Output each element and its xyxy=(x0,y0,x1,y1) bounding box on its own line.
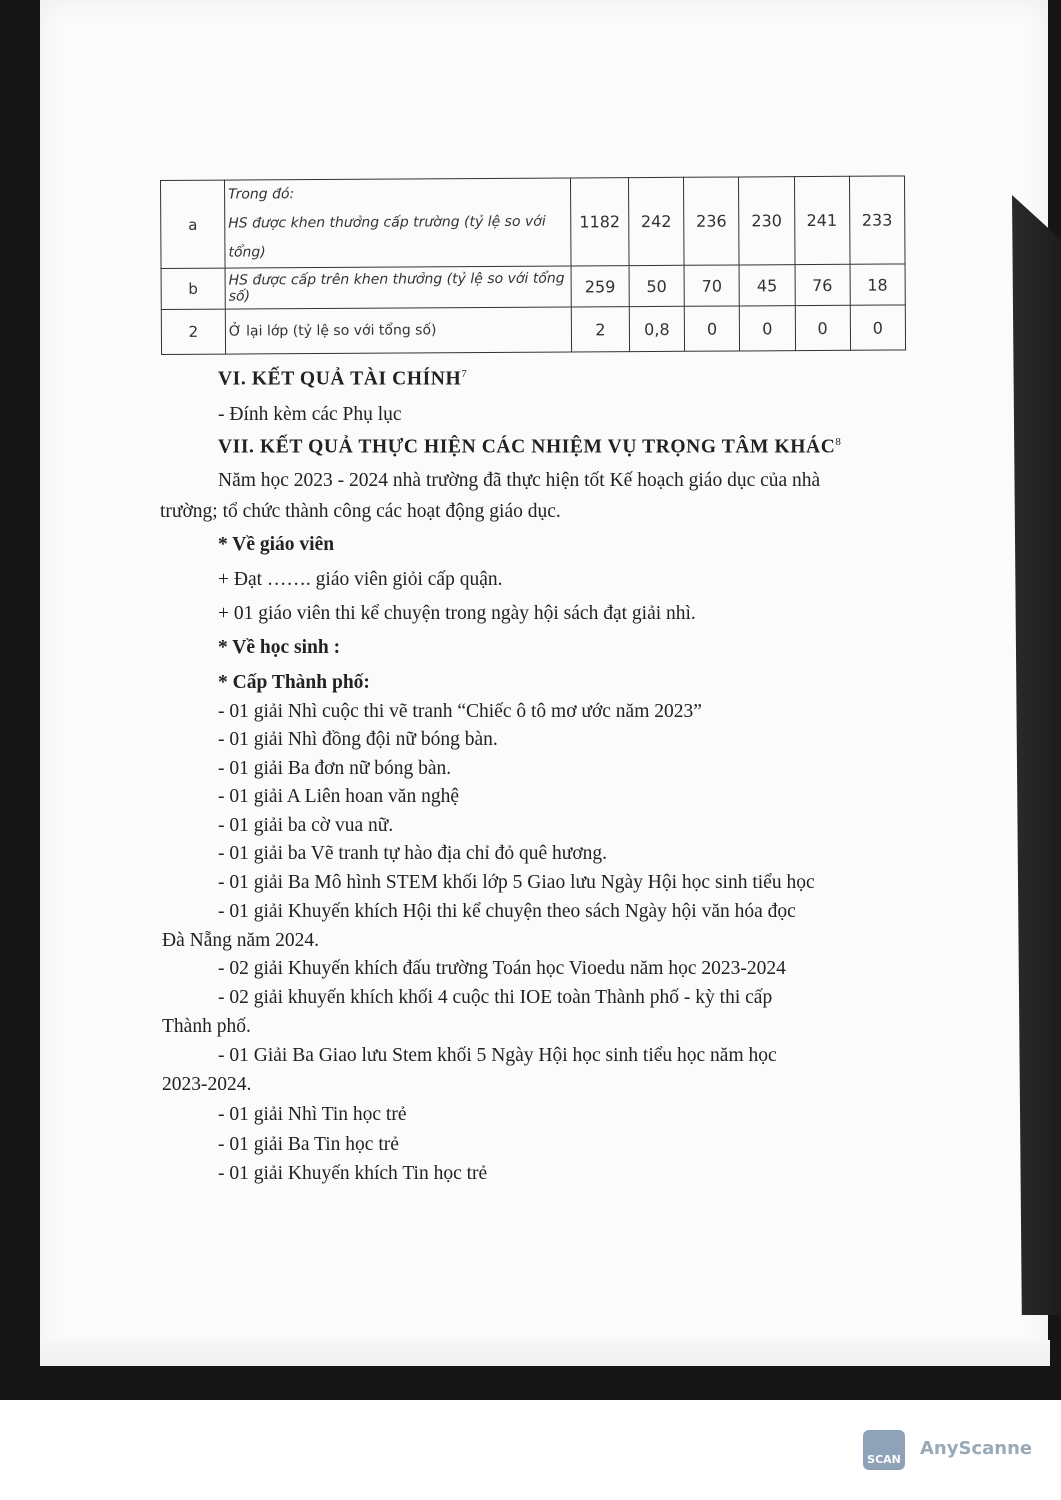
row-description xyxy=(224,178,571,268)
table-cell: 50 xyxy=(629,265,684,306)
table-cell: 0 xyxy=(684,306,739,351)
section-6-title: VI. KẾT QUẢ TÀI CHÍNH xyxy=(218,368,462,390)
intro-line: trường; tổ chức thành công các hoạt động giáo dục. xyxy=(160,501,561,522)
table-cell: 2 xyxy=(571,307,629,352)
award-item: - 01 giải Nhì cuộc thi vẽ tranh “Chiếc ô tô mơ ước năm 2023” xyxy=(218,701,702,722)
section-6-heading xyxy=(218,368,467,391)
section-7-title: VII. KẾT QUẢ THỰC HIỆN CÁC NHIỆM VỤ TRỌNG TÂM KHÁC xyxy=(218,436,836,458)
table-cell: 18 xyxy=(850,264,906,305)
award-item: - 01 giải Ba Mô hình STEM khối lớp 5 Giao lưu Ngày Hội học sinh tiểu học xyxy=(218,872,815,893)
section-7-heading xyxy=(218,436,842,459)
table-cell: 242 xyxy=(628,177,684,265)
award-item: - 01 giải Nhì Tin học trẻ xyxy=(218,1104,407,1125)
award-item: - 01 giải Ba Tin học trẻ xyxy=(218,1134,399,1155)
row-description: HS được cấp trên khen thưởng (tỷ lệ so với tổng số) xyxy=(225,266,571,309)
table-row xyxy=(161,264,905,310)
row-description: Ở lại lớp (tỷ lệ so với tổng số) xyxy=(225,307,571,354)
table-cell: 76 xyxy=(795,264,850,305)
scan-app-name: AnyScanne xyxy=(920,1438,1033,1459)
table-cell: 0 xyxy=(740,306,795,351)
award-item: - 01 giải Ba đơn nữ bóng bàn. xyxy=(218,758,452,779)
table-cell: 241 xyxy=(794,176,850,264)
award-item: - 02 giải Khuyến khích đấu trường Toán học Vioedu năm học 2023-2024 xyxy=(218,958,786,979)
award-item: - 01 Giải Ba Giao lưu Stem khối 5 Ngày Hội học sinh tiểu học năm học xyxy=(218,1045,777,1066)
footnote-ref: 8 xyxy=(835,436,842,448)
teachers-heading: * Về giáo viên xyxy=(218,534,335,555)
row-index: a xyxy=(161,180,226,268)
students-heading: * Về học sinh : xyxy=(218,637,341,658)
row-index: b xyxy=(161,268,225,309)
table-cell: 0 xyxy=(850,305,906,350)
award-item: - 01 giải Khuyến khích Tin học trẻ xyxy=(218,1163,488,1184)
city-heading: * Cấp Thành phố: xyxy=(218,672,370,693)
table-cell: 0 xyxy=(795,305,850,350)
section-6-line: - Đính kèm các Phụ lục xyxy=(218,404,402,425)
table-cell: 236 xyxy=(684,177,740,265)
award-item-continued: 2023-2024. xyxy=(162,1074,252,1095)
teacher-item: + Đạt ……. giáo viên giỏi cấp quận. xyxy=(218,569,503,590)
footnote-ref: 7 xyxy=(461,368,468,380)
table-cell: 230 xyxy=(739,177,795,265)
table-cell: 233 xyxy=(849,176,905,264)
table-cell: 45 xyxy=(739,265,794,306)
award-item: - 01 giải ba Vẽ tranh tự hào địa chỉ đỏ quê hương. xyxy=(218,843,608,864)
award-item-continued: Đà Nẵng năm 2024. xyxy=(162,930,320,951)
desc-line: HS được khen thưởng cấp trường (tỷ lệ so với tổng) xyxy=(228,213,546,261)
table-row xyxy=(161,305,905,355)
table-cell: 0,8 xyxy=(629,306,684,351)
page-bottom-edge xyxy=(40,1340,1050,1366)
award-item-continued: Thành phố. xyxy=(162,1016,251,1037)
table-cell: 259 xyxy=(571,266,629,307)
award-item: - 01 giải Khuyến khích Hội thi kể chuyện theo sách Ngày hội văn hóa đọc xyxy=(218,901,796,922)
intro-line: Năm học 2023 - 2024 nhà trường đã thực hiện tốt Kế hoạch giáo dục của nhà xyxy=(218,470,821,491)
teacher-item: + 01 giáo viên thi kể chuyện trong ngày hội sách đạt giải nhì. xyxy=(218,603,696,624)
award-item: - 01 giải ba cờ vua nữ. xyxy=(218,815,394,836)
award-item: - 02 giải khuyến khích khối 4 cuộc thi IOE toàn Thành phố - kỳ thi cấp xyxy=(218,987,773,1008)
table-cell: 70 xyxy=(684,265,739,306)
desc-line: Trong đó: xyxy=(228,186,295,203)
results-table xyxy=(160,175,906,355)
table-row xyxy=(161,176,906,269)
table-cell: 1182 xyxy=(571,178,629,266)
award-item: - 01 giải Nhì đồng đội nữ bóng bàn. xyxy=(218,729,498,750)
row-index: 2 xyxy=(161,309,225,354)
award-item: - 01 giải A Liên hoan văn nghệ xyxy=(218,786,459,807)
scan-app-logo: SCAN xyxy=(863,1430,905,1470)
